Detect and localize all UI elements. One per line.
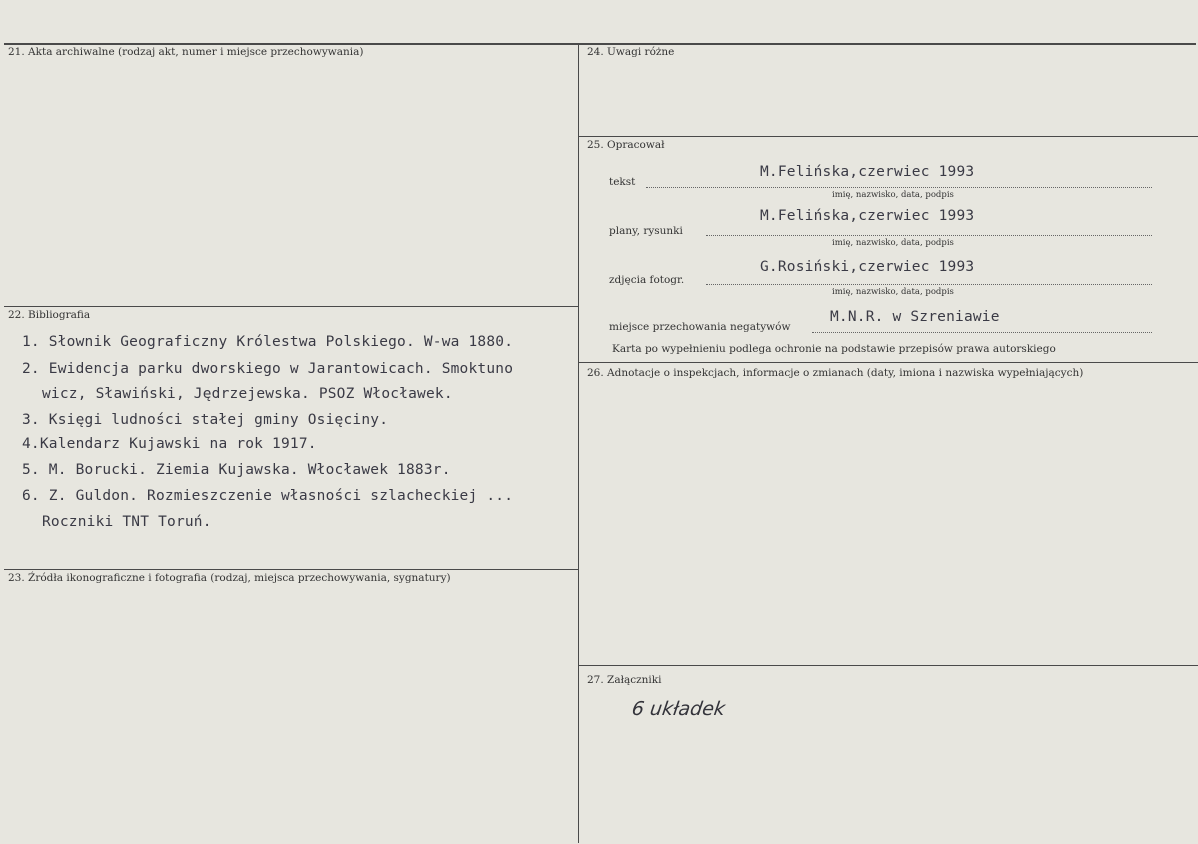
zdjecia-caption: imię, nazwisko, data, podpis <box>832 287 954 297</box>
handwritten-attachments-note: 6 układek <box>630 698 727 720</box>
tekst-caption: imię, nazwisko, data, podpis <box>832 190 954 200</box>
divider-22-23 <box>4 569 578 570</box>
negatywy-line <box>812 332 1152 333</box>
section-23-label: 23. Źródła ikonograficzne i fotografia (rodzaj, miejsca przechowywania, sygnatury) <box>8 572 451 584</box>
section-22-label: 22. Bibliografia <box>8 309 91 321</box>
bibliography-entry: Roczniki TNT Toruń. <box>42 514 212 530</box>
bibliography-entry: 2. Ewidencja parku dworskiego w Jarantowicach. Smoktuno <box>22 361 514 377</box>
divider-24-25 <box>578 136 1198 137</box>
tekst-label: tekst <box>609 176 636 188</box>
plany-line <box>706 235 1152 236</box>
negatywy-value: M.N.R. w Szreniawie <box>830 309 1000 325</box>
tekst-value: M.Felińska,czerwiec 1993 <box>760 164 975 180</box>
bibliography-entry: 6. Z. Guldon. Rozmieszczenie własności szlacheckiej ... <box>22 488 514 504</box>
negatywy-label: miejsce przechowania negatywów <box>609 321 791 333</box>
top-border <box>4 43 1196 45</box>
bibliography-entry: 1. Słownik Geograficzny Królestwa Polskiego. W-wa 1880. <box>22 334 514 350</box>
section-26-label: 26. Adnotacje o inspekcjach, informacje o zmianach (daty, imiona i nazwiska wypełniających) <box>587 367 1084 379</box>
divider-26-27 <box>578 665 1198 666</box>
bibliography-entry: wicz, Sławiński, Jędrzejewska. PSOZ Włocławek. <box>42 386 453 402</box>
bibliography-entry: 5. M. Borucki. Ziemia Kujawska. Włocławek 1883r. <box>22 462 451 478</box>
zdjecia-line <box>706 284 1152 285</box>
tekst-line <box>646 187 1152 188</box>
plany-caption: imię, nazwisko, data, podpis <box>832 238 954 248</box>
zdjecia-label: zdjęcia fotogr. <box>609 274 685 286</box>
section-27-label: 27. Załączniki <box>587 674 662 686</box>
bibliography-entry: 3. Księgi ludności stałej gminy Osięciny. <box>22 412 389 428</box>
section-25-label: 25. Opracował <box>587 139 665 151</box>
plany-value: M.Felińska,czerwiec 1993 <box>760 208 975 224</box>
section-24-label: 24. Uwagi różne <box>587 46 675 58</box>
divider-25-26 <box>578 362 1198 363</box>
section-21-label: 21. Akta archiwalne (rodzaj akt, numer i miejsce przechowywania) <box>8 46 364 58</box>
divider-21-22 <box>4 306 578 307</box>
bibliography-entry: 4.Kalendarz Kujawski na rok 1917. <box>22 436 317 452</box>
plany-label: plany, rysunki <box>609 225 683 237</box>
zdjecia-value: G.Rosiński,czerwiec 1993 <box>760 259 975 275</box>
karta-note: Karta po wypełnieniu podlega ochronie na podstawie przepisów prawa autorskiego <box>612 343 1056 355</box>
center-divider <box>578 43 579 843</box>
